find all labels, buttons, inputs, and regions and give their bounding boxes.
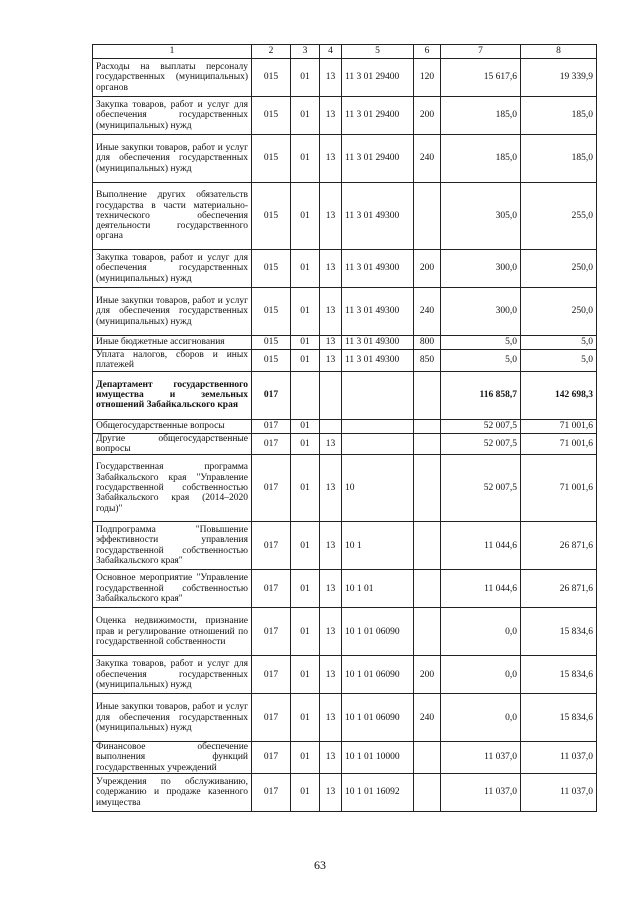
col-3-cell: 01 [291, 742, 320, 774]
table-body [93, 45, 597, 812]
col-6-cell [414, 742, 441, 774]
table-row [93, 350, 597, 372]
col-3-cell: 01 [291, 135, 320, 183]
col-2-cell: 017 [252, 419, 291, 433]
col-3-cell: 01 [291, 97, 320, 135]
col-4-cell: 13 [320, 694, 342, 742]
col-3-cell: 01 [291, 608, 320, 656]
col-4-cell: 13 [320, 336, 342, 350]
table-row [93, 336, 597, 350]
table-row [93, 570, 597, 608]
col-2-cell: 017 [252, 371, 291, 419]
col-8-cell: 15 834,6 [521, 694, 597, 742]
col-6-cell [414, 433, 441, 455]
col-4-cell: 13 [320, 608, 342, 656]
col-4-cell: 13 [320, 183, 342, 250]
header-cell: 7 [441, 45, 521, 59]
row-name: Основное мероприятие "Управление государственной собственностью Забайкальского края" [93, 570, 252, 608]
col-7-cell: 0,0 [441, 656, 521, 694]
col-4-cell: 13 [320, 656, 342, 694]
col-8-cell: 26 871,6 [521, 522, 597, 570]
table-row [93, 419, 597, 433]
col-3-cell: 01 [291, 656, 320, 694]
col-2-cell: 015 [252, 336, 291, 350]
col-3-cell [291, 371, 320, 419]
col-5-cell: 11 3 01 49300 [342, 250, 414, 288]
col-2-cell: 015 [252, 135, 291, 183]
col-3-cell: 01 [291, 570, 320, 608]
col-4-cell: 13 [320, 97, 342, 135]
row-name: Иные закупки товаров, работ и услуг для обеспечения государственных (муниципальных) нужд [93, 135, 252, 183]
header-cell: 3 [291, 45, 320, 59]
col-3-cell: 01 [291, 455, 320, 522]
col-4-cell: 13 [320, 250, 342, 288]
row-name: Закупка товаров, работ и услуг для обеспечения государственных (муниципальных) нужд [93, 250, 252, 288]
table-row [93, 608, 597, 656]
col-7-cell: 11 037,0 [441, 742, 521, 774]
col-6-cell [414, 455, 441, 522]
col-2-cell: 015 [252, 350, 291, 372]
col-6-cell: 200 [414, 250, 441, 288]
col-8-cell: 185,0 [521, 97, 597, 135]
col-6-cell: 200 [414, 97, 441, 135]
page-number: 63 [314, 858, 326, 872]
col-3-cell: 01 [291, 250, 320, 288]
col-2-cell: 015 [252, 288, 291, 336]
col-4-cell [320, 419, 342, 433]
budget-table-wrapper [92, 44, 596, 812]
col-5-cell: 10 1 01 06090 [342, 694, 414, 742]
col-5-cell: 11 3 01 29400 [342, 59, 414, 97]
col-7-cell: 0,0 [441, 694, 521, 742]
col-7-cell: 52 007,5 [441, 433, 521, 455]
col-2-cell: 015 [252, 59, 291, 97]
col-7-cell: 15 617,6 [441, 59, 521, 97]
col-3-cell: 01 [291, 350, 320, 372]
col-5-cell: 10 1 01 06090 [342, 608, 414, 656]
col-4-cell: 13 [320, 135, 342, 183]
col-3-cell: 01 [291, 59, 320, 97]
col-2-cell: 017 [252, 522, 291, 570]
col-5-cell: 11 3 01 49300 [342, 336, 414, 350]
col-4-cell: 13 [320, 455, 342, 522]
col-3-cell: 01 [291, 522, 320, 570]
col-8-cell: 5,0 [521, 336, 597, 350]
col-5-cell [342, 371, 414, 419]
col-2-cell: 017 [252, 455, 291, 522]
header-cell: 5 [342, 45, 414, 59]
col-6-cell [414, 608, 441, 656]
col-4-cell: 13 [320, 522, 342, 570]
table-row [93, 288, 597, 336]
col-5-cell: 10 1 01 10000 [342, 742, 414, 774]
col-2-cell: 017 [252, 694, 291, 742]
col-2-cell: 017 [252, 570, 291, 608]
row-name: Закупка товаров, работ и услуг для обеспечения государственных (муниципальных) нужд [93, 656, 252, 694]
row-name: Иные закупки товаров, работ и услуг для обеспечения государственных (муниципальных) нужд [93, 288, 252, 336]
col-4-cell [320, 371, 342, 419]
col-6-cell [414, 183, 441, 250]
col-7-cell: 0,0 [441, 608, 521, 656]
col-3-cell: 01 [291, 774, 320, 812]
col-6-cell: 240 [414, 694, 441, 742]
table-row [93, 183, 597, 250]
table-row [93, 774, 597, 812]
col-8-cell: 71 001,6 [521, 419, 597, 433]
header-cell: 6 [414, 45, 441, 59]
col-7-cell: 5,0 [441, 350, 521, 372]
col-4-cell: 13 [320, 288, 342, 336]
col-2-cell: 017 [252, 774, 291, 812]
col-8-cell: 15 834,6 [521, 656, 597, 694]
table-row [93, 455, 597, 522]
header-cell: 2 [252, 45, 291, 59]
col-8-cell: 5,0 [521, 350, 597, 372]
col-2-cell: 017 [252, 608, 291, 656]
col-5-cell: 11 3 01 49300 [342, 183, 414, 250]
header-cell: 8 [521, 45, 597, 59]
header-cell: 1 [93, 45, 252, 59]
col-2-cell: 017 [252, 742, 291, 774]
col-7-cell: 11 037,0 [441, 774, 521, 812]
col-2-cell: 017 [252, 656, 291, 694]
col-3-cell: 01 [291, 336, 320, 350]
table-row [93, 59, 597, 97]
col-5-cell: 11 3 01 49300 [342, 350, 414, 372]
col-4-cell: 13 [320, 350, 342, 372]
row-name: Подпрограмма "Повышение эффективности управления государственной собственностью Забайкальского края" [93, 522, 252, 570]
col-4-cell: 13 [320, 59, 342, 97]
col-2-cell: 017 [252, 433, 291, 455]
col-6-cell [414, 570, 441, 608]
col-6-cell: 240 [414, 135, 441, 183]
table-row [93, 694, 597, 742]
col-5-cell: 11 3 01 29400 [342, 97, 414, 135]
budget-table [92, 44, 597, 812]
row-name: Государственная программа Забайкальского края "Управление государственной собственностью Забайкальского края (2014–2020 годы)" [93, 455, 252, 522]
col-4-cell: 13 [320, 433, 342, 455]
col-5-cell: 11 3 01 29400 [342, 135, 414, 183]
col-2-cell: 015 [252, 183, 291, 250]
col-7-cell: 11 044,6 [441, 570, 521, 608]
table-row [93, 742, 597, 774]
col-6-cell: 850 [414, 350, 441, 372]
col-8-cell: 11 037,0 [521, 774, 597, 812]
table-row [93, 371, 597, 419]
col-5-cell: 10 [342, 455, 414, 522]
col-6-cell: 800 [414, 336, 441, 350]
row-name: Закупка товаров, работ и услуг для обеспечения государственных (муниципальных) нужд [93, 97, 252, 135]
col-7-cell: 185,0 [441, 135, 521, 183]
col-6-cell [414, 419, 441, 433]
row-name: Иные бюджетные ассигнования [93, 336, 252, 350]
col-8-cell: 250,0 [521, 250, 597, 288]
col-7-cell: 300,0 [441, 288, 521, 336]
col-2-cell: 015 [252, 250, 291, 288]
col-6-cell: 240 [414, 288, 441, 336]
header-cell: 4 [320, 45, 342, 59]
col-3-cell: 01 [291, 419, 320, 433]
col-7-cell: 300,0 [441, 250, 521, 288]
col-7-cell: 52 007,5 [441, 419, 521, 433]
table-row [93, 656, 597, 694]
row-name: Выполнение других обязательств государства в части материально-технического обеспечения деятельности государственного органа [93, 183, 252, 250]
row-name: Учреждения по обслуживанию, содержанию и продаже казенного имущества [93, 774, 252, 812]
col-4-cell: 13 [320, 774, 342, 812]
col-5-cell: 11 3 01 49300 [342, 288, 414, 336]
col-3-cell: 01 [291, 694, 320, 742]
col-8-cell: 15 834,6 [521, 608, 597, 656]
table-row [93, 135, 597, 183]
col-6-cell [414, 371, 441, 419]
col-2-cell: 015 [252, 97, 291, 135]
col-8-cell: 26 871,6 [521, 570, 597, 608]
col-8-cell: 250,0 [521, 288, 597, 336]
row-name: Финансовое обеспечение выполнения функций государственных учреждений [93, 742, 252, 774]
col-5-cell: 10 1 01 [342, 570, 414, 608]
col-7-cell: 52 007,5 [441, 455, 521, 522]
col-8-cell: 71 001,6 [521, 433, 597, 455]
col-5-cell: 10 1 01 06090 [342, 656, 414, 694]
row-name: Другие общегосударственные вопросы [93, 433, 252, 455]
col-8-cell: 19 339,9 [521, 59, 597, 97]
col-7-cell: 11 044,6 [441, 522, 521, 570]
row-name: Департамент государственного имущества и земельных отношений Забайкальского края [93, 371, 252, 419]
col-7-cell: 116 858,7 [441, 371, 521, 419]
col-7-cell: 305,0 [441, 183, 521, 250]
col-8-cell: 185,0 [521, 135, 597, 183]
row-name: Оценка недвижимости, признание прав и регулирование отношений по государственной собственности [93, 608, 252, 656]
table-row [93, 433, 597, 455]
col-4-cell: 13 [320, 570, 342, 608]
col-8-cell: 71 001,6 [521, 455, 597, 522]
col-7-cell: 5,0 [441, 336, 521, 350]
row-name: Общегосударственные вопросы [93, 419, 252, 433]
col-3-cell: 01 [291, 183, 320, 250]
row-name: Уплата налогов, сборов и иных платежей [93, 350, 252, 372]
col-7-cell: 185,0 [441, 97, 521, 135]
row-name: Расходы на выплаты персоналу государственных (муниципальных) органов [93, 59, 252, 97]
col-8-cell: 11 037,0 [521, 742, 597, 774]
table-row [93, 522, 597, 570]
col-6-cell: 120 [414, 59, 441, 97]
col-8-cell: 142 698,3 [521, 371, 597, 419]
col-6-cell [414, 774, 441, 812]
header-row [93, 45, 597, 59]
col-6-cell: 200 [414, 656, 441, 694]
col-5-cell: 10 1 01 16092 [342, 774, 414, 812]
col-6-cell [414, 522, 441, 570]
col-5-cell [342, 419, 414, 433]
col-4-cell: 13 [320, 742, 342, 774]
col-5-cell: 10 1 [342, 522, 414, 570]
table-row [93, 97, 597, 135]
col-3-cell: 01 [291, 433, 320, 455]
table-row [93, 250, 597, 288]
col-5-cell [342, 433, 414, 455]
row-name: Иные закупки товаров, работ и услуг для обеспечения государственных (муниципальных) нужд [93, 694, 252, 742]
col-3-cell: 01 [291, 288, 320, 336]
col-8-cell: 255,0 [521, 183, 597, 250]
